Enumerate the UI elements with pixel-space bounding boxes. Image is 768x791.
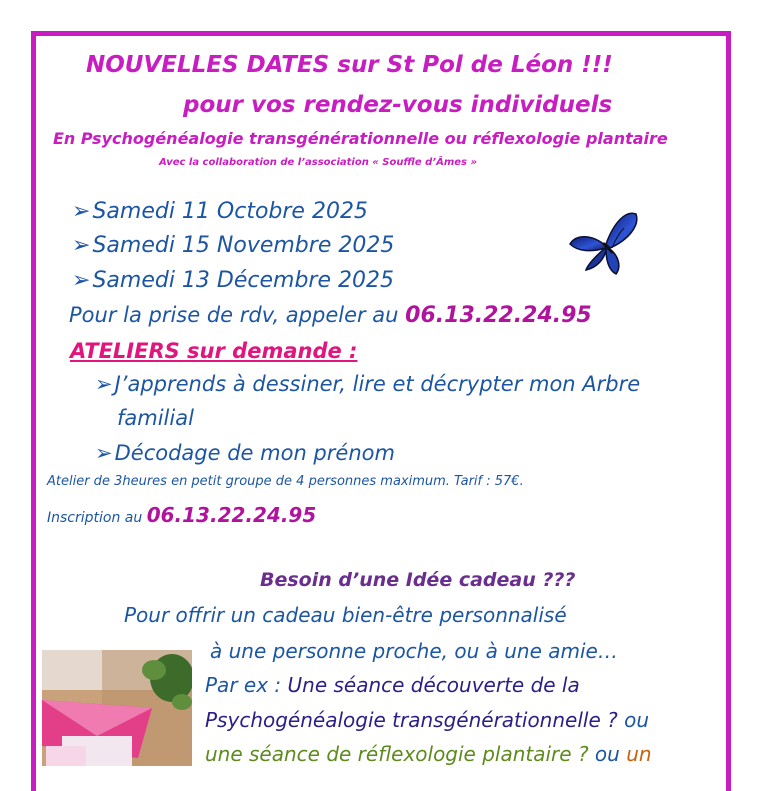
gift-line-3: Par ex : Une séance découverte de la (205, 673, 580, 697)
date-item-3: ➢Samedi 13 Décembre 2025 (72, 268, 394, 293)
workshop-item-1-cont: familial (117, 406, 194, 430)
bullet-arrow-icon: ➢ (95, 372, 113, 396)
gift-line-1: Pour offrir un cadeau bien-être personnalisé (124, 603, 567, 627)
bullet-arrow-icon: ➢ (95, 441, 113, 465)
gift-line-5: une séance de réflexologie plantaire ? ou un (205, 742, 652, 766)
gift-heading: Besoin d’une Idée cadeau ??? (260, 569, 576, 591)
signup-line: Inscription au 06.13.22.24.95 (47, 503, 317, 527)
bullet-arrow-icon: ➢ (72, 233, 91, 258)
appointment-line: Pour la prise de rdv, appeler au 06.13.22.24.95 (69, 303, 592, 328)
page-subtitle: pour vos rendez-vous individuels (183, 92, 613, 118)
workshop-details: Atelier de 3heures en petit groupe de 4 personnes maximum. Tarif : 57€. (47, 474, 524, 489)
date-item-1: ➢Samedi 11 Octobre 2025 (72, 199, 368, 224)
collaboration-line: Avec la collaboration de l’association « Souffle d’Âmes » (159, 157, 477, 168)
butterfly-icon (566, 208, 642, 280)
page-title: NOUVELLES DATES sur St Pol de Léon !!! (86, 52, 613, 78)
gift-photo (42, 650, 192, 766)
bullet-arrow-icon: ➢ (72, 268, 91, 293)
signup-phone: 06.13.22.24.95 (146, 503, 317, 527)
appointment-phone: 06.13.22.24.95 (405, 303, 592, 328)
gift-line-2: à une personne proche, ou à une amie… (210, 639, 618, 663)
bullet-arrow-icon: ➢ (72, 199, 91, 224)
specialties-line: En Psychogénéalogie transgénérationnelle ou réflexologie plantaire (53, 129, 668, 148)
gift-line-4: Psychogénéalogie transgénérationnelle ? ou (205, 708, 650, 732)
workshop-item-1: ➢J’apprends à dessiner, lire et décrypter mon Arbre (95, 372, 641, 396)
date-item-2: ➢Samedi 15 Novembre 2025 (72, 233, 395, 258)
workshop-item-2: ➢Décodage de mon prénom (95, 441, 395, 465)
workshops-heading: ATELIERS sur demande : (70, 339, 358, 363)
